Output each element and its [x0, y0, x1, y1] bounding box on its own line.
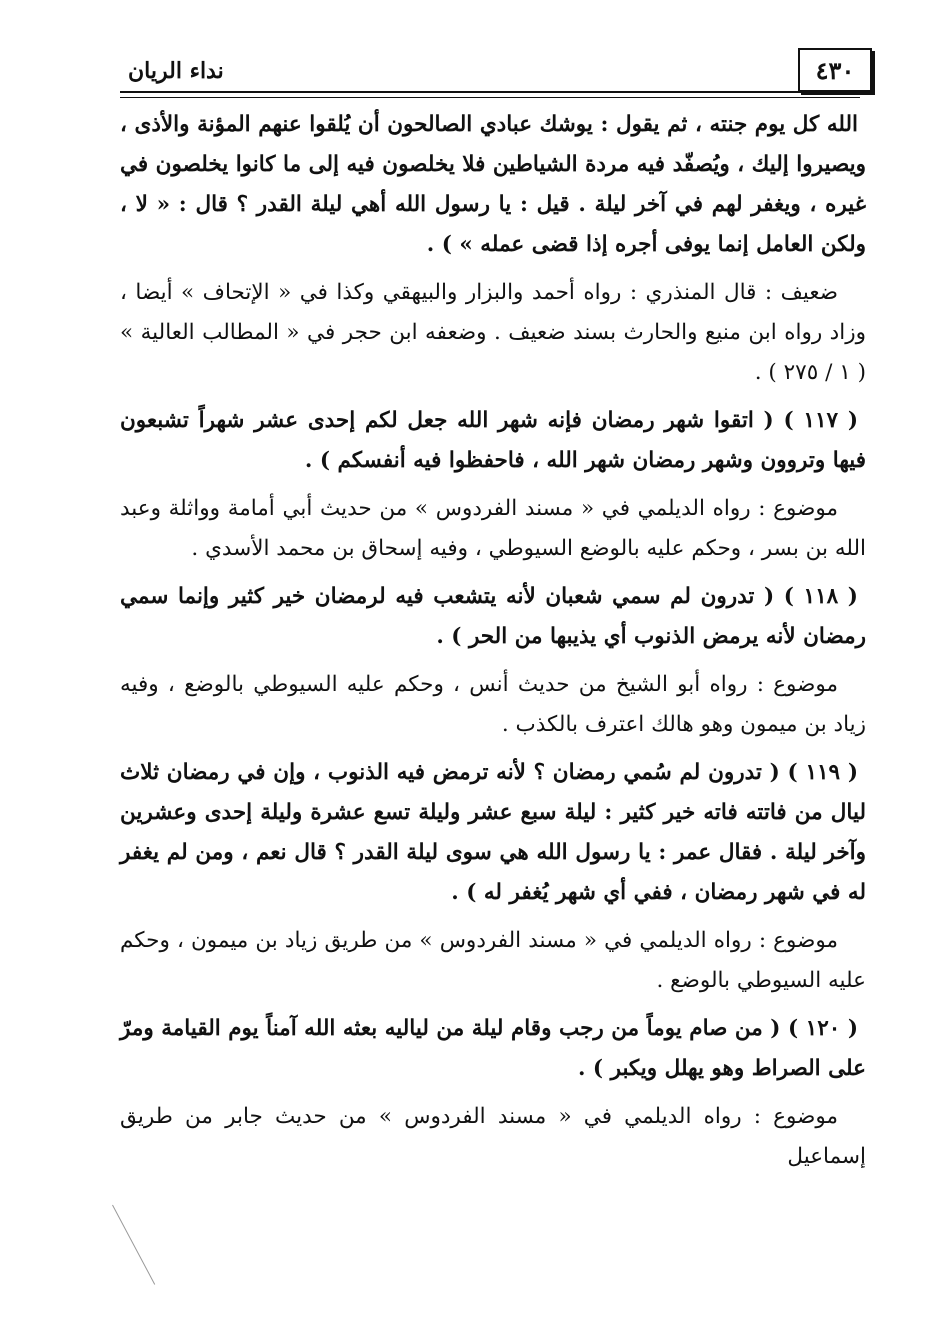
hadith-117: ( ١١٧ ) ( اتقوا شهر رمضان فإنه شهر الله جعل لكم إحدى عشر شهراً تشبعون فيها وتروون وشهر رمضان شهر الله ، فاحفظوا فيه أنفسكم ) .	[120, 408, 866, 473]
hadith-119: ( ١١٩ ) ( تدرون لم سُمي رمضان ؟ لأنه ترمض فيه الذنوب ، وإن في رمضان ثلاث ليال من فاتته فاته خير كثير : ليلة سبع عشر وليلة تسع عشرة وليلة إحدى وعشرين وآخر ليلة . فقال عمر : يا رسول الله هي سوى ليلة القدر ؟ قال نعم ، ومن لم يغفر له في شهر رمضان ، ففي أي شهر يُغفر له ) .	[120, 760, 866, 905]
page-header	[120, 48, 872, 92]
hadith-continuation: الله كل يوم جنته ، ثم يقول : يوشك عبادي الصالحون أن يُلقوا عنهم المؤنة والأذى ، ويصيروا إليك ، ويُصفّد فيه مردة الشياطين فلا يخلصون فيه إلى ما كانوا يخلصون في غيره ، ويغفر لهم في آخر ليلة . قيل : يا رسول الله أهي ليلة القدر ؟ قال : « لا ، ولكن العامل إنما يوفى أجره إذا قضى عمله » ) .	[120, 112, 866, 257]
scan-artifact-line	[112, 1205, 155, 1285]
grading-comment: موضوع : رواه الديلمي في « مسند الفردوس » من حديث أبي أمامة وواثلة وعبد الله بن بسر ، وحكم عليه بالوضع السيوطي ، وفيه إسحاق بن محمد الأسدي .	[120, 496, 866, 561]
grading-comment: موضوع : رواه الديلمي في « مسند الفردوس » من طريق زياد بن ميمون ، وحكم عليه السيوطي بالوضع .	[120, 928, 866, 993]
header-rule	[120, 91, 860, 98]
hadith-120: ( ١٢٠ ) ( من صام يوماً من رجب وقام ليلة من لياليه بعثه الله آمناً يوم القيامة ومرّ على الصراط وهو يهلل ويكبر ) .	[120, 1016, 866, 1081]
page-body	[120, 105, 866, 1185]
page-number-box	[798, 48, 872, 92]
grading-comment: موضوع : رواه أبو الشيخ من حديث أنس ، وحكم عليه السيوطي بالوضع ، وفيه زياد بن ميمون وهو هالك اعترف بالكذب .	[120, 672, 866, 737]
grading-comment: ضعيف : قال المنذري : رواه أحمد والبزار والبيهقي وكذا في « الإتحاف » أيضا ، وزاد رواه ابن منيع والحارث بسند ضعيف . وضعفه ابن حجر في « المطالب العالية » ( ١ / ٢٧٥ ) .	[120, 280, 866, 385]
grading-comment: موضوع : رواه الديلمي في « مسند الفردوس » من حديث جابر من طريق إسماعيل	[120, 1104, 866, 1169]
page-number: ٤٣٠	[815, 55, 855, 85]
book-title: نداء الريان	[128, 58, 224, 84]
hadith-118: ( ١١٨ ) ( تدرون لم سمي شعبان لأنه يتشعب فيه لرمضان خير كثير وإنما سمي رمضان لأنه يرمض الذنوب أي يذيبها من الحر ) .	[120, 584, 866, 649]
